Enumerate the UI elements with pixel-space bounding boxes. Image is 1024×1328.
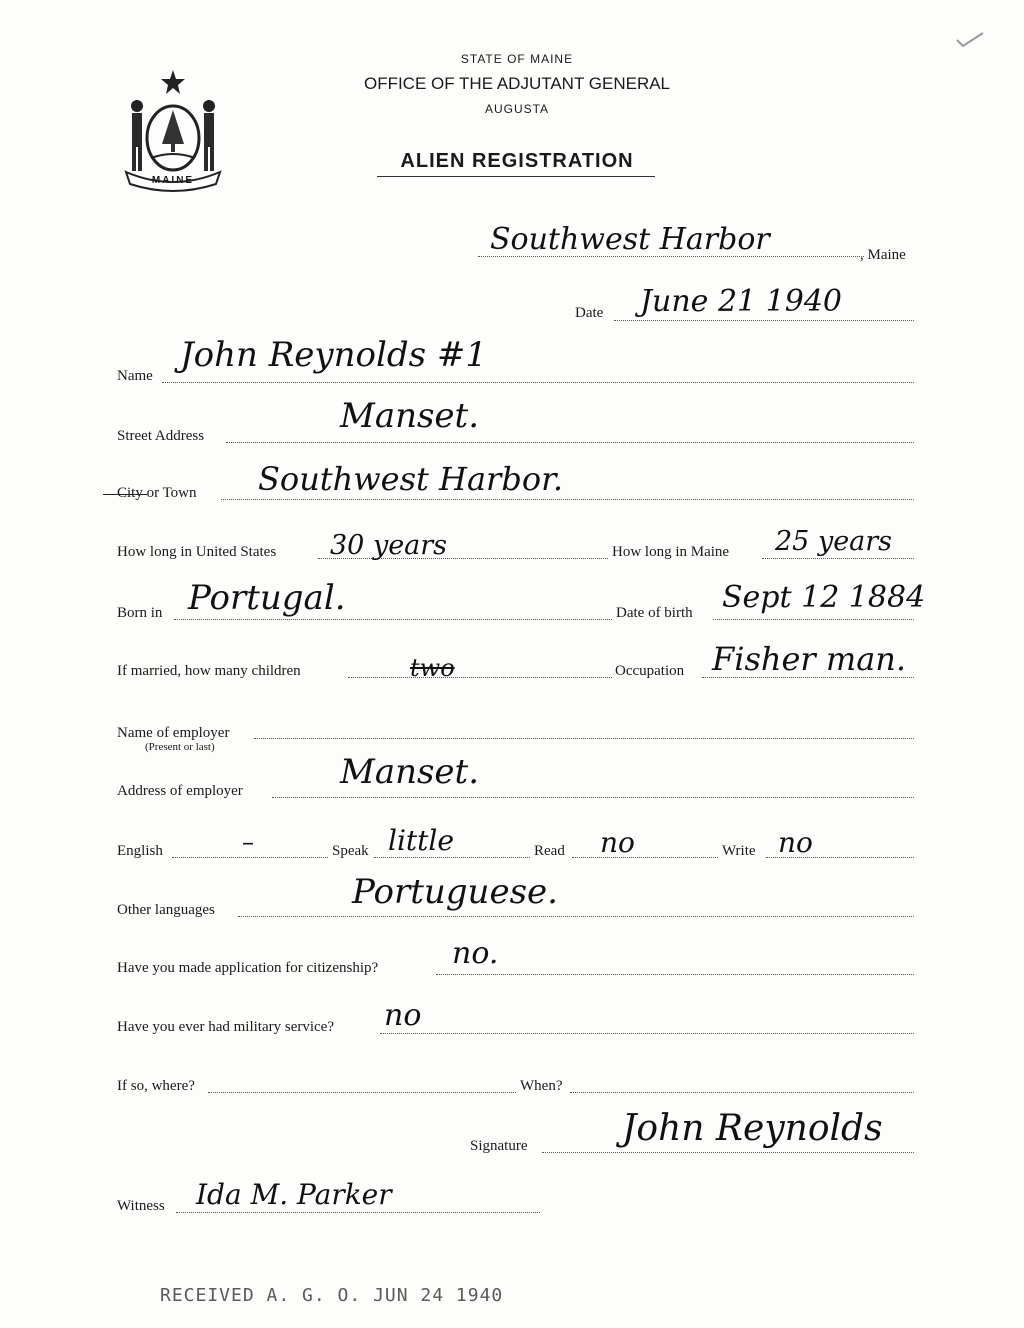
where-label: If so, where?	[117, 1078, 195, 1094]
how-long-us-value: 30 years	[330, 530, 448, 561]
speak-label: Speak	[332, 843, 369, 859]
place-line	[478, 256, 864, 257]
how-long-us-label: How long in United States	[117, 544, 277, 560]
english-label: English	[117, 843, 163, 859]
seal-banner-text: MAINE	[151, 175, 195, 186]
other-languages-value: Portuguese.	[352, 872, 558, 912]
employer-name-label: Name of employer	[117, 725, 230, 741]
name-value: John Reynolds #1	[180, 335, 488, 375]
city-label: City or Town	[117, 485, 197, 501]
header-city: AUGUSTA	[484, 102, 550, 116]
how-long-maine-label: How long in Maine	[612, 544, 730, 560]
read-value: no	[600, 826, 635, 859]
signature-line	[542, 1152, 914, 1153]
write-value: no	[778, 826, 813, 859]
when-line	[570, 1092, 914, 1093]
form-title: ALIEN REGISTRATION	[400, 150, 634, 172]
date-value: June 21 1940	[640, 284, 843, 319]
where-line	[208, 1092, 516, 1093]
children-line	[348, 677, 612, 678]
employer-name-sublabel: (Present or last)	[145, 741, 215, 753]
children-label: If married, how many children	[117, 663, 301, 679]
english-line	[172, 857, 328, 858]
when-label: When?	[520, 1078, 563, 1094]
date-label: Date	[575, 305, 604, 321]
english-value: –	[242, 828, 254, 856]
read-label: Read	[534, 843, 565, 859]
speak-line	[374, 857, 530, 858]
how-long-maine-line	[762, 558, 914, 559]
witness-line	[176, 1212, 540, 1213]
citizenship-label: Have you made application for citizenship?	[117, 960, 379, 976]
check-mark-icon	[955, 30, 985, 50]
place-value: Southwest Harbor	[490, 222, 770, 257]
born-in-line	[174, 619, 612, 620]
name-line	[162, 382, 914, 383]
military-value: no	[384, 998, 422, 1033]
signature-label: Signature	[470, 1138, 528, 1154]
occupation-label: Occupation	[615, 663, 685, 679]
write-label: Write	[722, 843, 756, 859]
children-value: two	[410, 654, 455, 682]
how-long-maine-value: 25 years	[775, 526, 893, 557]
occupation-value: Fisher man.	[712, 640, 907, 678]
witness-value: Ida M. Parker	[196, 1178, 392, 1211]
employer-address-line	[272, 797, 914, 798]
employer-address-value: Manset.	[340, 752, 480, 792]
born-in-label: Born in	[117, 605, 163, 621]
witness-label: Witness	[117, 1198, 165, 1214]
citizenship-value: no.	[452, 936, 499, 971]
header-office: OFFICE OF THE ADJUTANT GENERAL	[363, 74, 671, 93]
city-strikethrough	[103, 494, 147, 495]
speak-value: little	[388, 824, 454, 857]
signature-value: John Reynolds	[622, 1108, 883, 1149]
city-value: Southwest Harbor.	[258, 460, 564, 498]
street-label: Street Address	[117, 428, 205, 444]
military-line	[380, 1033, 914, 1034]
city-line	[221, 499, 914, 500]
street-line	[226, 442, 914, 443]
date-of-birth-line	[713, 619, 914, 620]
other-languages-label: Other languages	[117, 902, 215, 918]
header-state: STATE OF MAINE	[460, 52, 574, 66]
street-value: Manset.	[340, 396, 480, 436]
date-line	[614, 320, 914, 321]
citizenship-line	[436, 974, 914, 975]
name-label: Name	[117, 368, 153, 384]
form-title-underline	[377, 176, 655, 177]
date-of-birth-value: Sept 12 1884	[722, 580, 926, 615]
employer-name-line	[254, 738, 914, 739]
employer-address-label: Address of employer	[117, 783, 243, 799]
received-stamp: RECEIVED A. G. O. JUN 24 1940	[160, 1285, 504, 1306]
read-line	[572, 857, 718, 858]
other-languages-line	[238, 916, 914, 917]
date-of-birth-label: Date of birth	[616, 605, 693, 621]
military-label: Have you ever had military service?	[117, 1019, 334, 1035]
place-suffix: , Maine	[860, 247, 906, 263]
born-in-value: Portugal.	[188, 578, 346, 618]
